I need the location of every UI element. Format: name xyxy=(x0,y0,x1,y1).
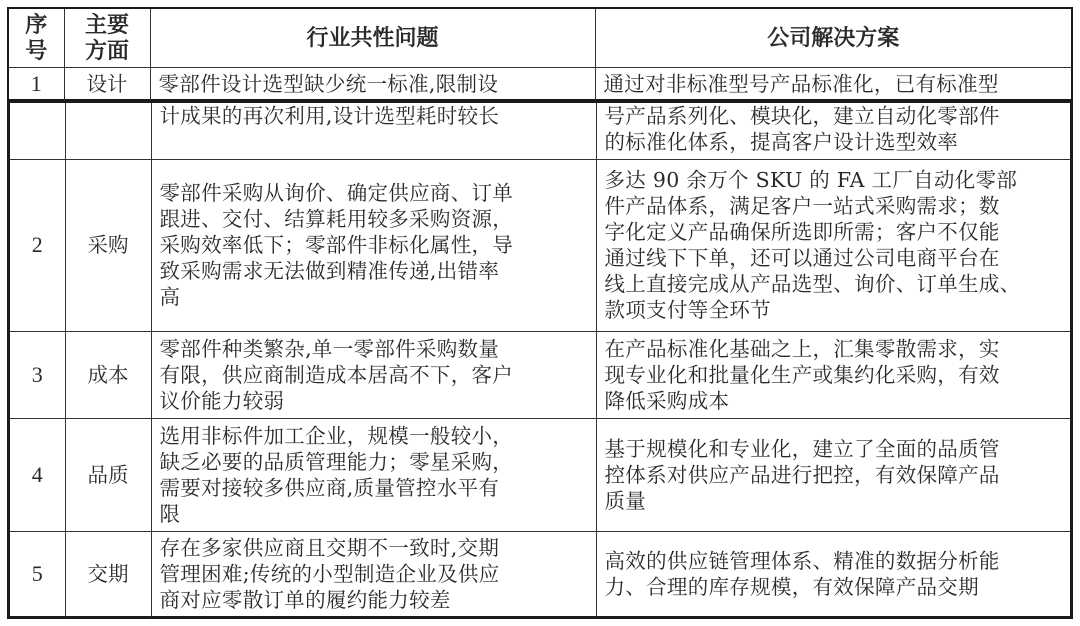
row-problem xyxy=(151,418,596,531)
table-header-block xyxy=(7,7,1073,101)
row-problem xyxy=(151,103,596,159)
solution-line: 在产品标准化基础之上，汇集零散需求，实 xyxy=(604,336,1000,361)
row-problem xyxy=(151,531,596,617)
table-row xyxy=(10,159,1070,331)
solution-line: 号产品系列化、模块化，建立自动化零部件 xyxy=(604,104,1000,128)
solution-line: 款项支付等全环节 xyxy=(604,298,771,322)
row-aspect: 品质 xyxy=(65,418,151,531)
comparison-table-bottom xyxy=(10,103,1070,617)
header-index-line: 序 xyxy=(25,11,48,38)
row-index: 4 xyxy=(10,418,65,531)
comparison-table-top xyxy=(9,9,1071,101)
solution-line: 字化定义产品确保所选即所需；客户不仅能 xyxy=(604,220,1000,244)
problem-line: 计成果的再次利用,设计选型耗时较长 xyxy=(159,104,500,128)
row-index-empty xyxy=(10,103,65,159)
problem-line: 选用非标件加工企业，规模一般较小， xyxy=(159,423,514,448)
header-problem: 行业共性问题 xyxy=(150,9,595,67)
header-index-line: 号 xyxy=(25,37,48,64)
row-problem xyxy=(150,67,595,101)
problem-line: 议价能力较弱 xyxy=(159,388,285,413)
solution-line: 线上直接完成从产品选型、询价、订单生成、 xyxy=(604,272,1021,296)
solution-line: 基于规模化和专业化，建立了全面的品质管 xyxy=(604,436,1000,461)
solution-line: 控体系对供应产品进行把控，有效保障产品 xyxy=(604,462,1000,487)
table-header-row xyxy=(9,9,1071,67)
table-row xyxy=(10,418,1070,531)
row-problem xyxy=(151,331,596,418)
problem-line: 零部件采购从询价、确定供应商、订单 xyxy=(159,181,514,205)
solution-line: 的标准化体系，提高客户设计选型效率 xyxy=(604,130,959,154)
row-solution xyxy=(596,159,1070,331)
solution-line: 件产品体系，满足客户一站式采购需求；数 xyxy=(604,194,1000,218)
header-index xyxy=(9,9,64,67)
row-solution xyxy=(596,418,1070,531)
problem-line: 采购效率低下；零部件非标化属性，导 xyxy=(159,233,514,257)
row-solution xyxy=(596,103,1070,159)
table-body-block xyxy=(7,101,1073,619)
problem-line: 缺乏必要的品质管理能力；零星采购， xyxy=(159,449,514,474)
problem-line: 需要对接较多供应商,质量管控水平有 xyxy=(159,475,500,500)
header-aspect xyxy=(64,9,150,67)
row-solution xyxy=(595,67,1071,101)
row-aspect: 交期 xyxy=(65,531,151,617)
problem-line: 存在多家供应商且交期不一致时,交期 xyxy=(159,536,500,561)
solution-line: 多达 90 余万个 SKU 的 FA 工厂自动化零部 xyxy=(604,168,1018,192)
row-problem xyxy=(151,159,596,331)
solution-line: 现专业化和批量化生产或集约化采购，有效 xyxy=(604,362,1000,387)
row-aspect-empty xyxy=(65,103,151,159)
header-aspect-line: 主要 xyxy=(84,11,129,38)
row-solution xyxy=(596,331,1070,418)
row-aspect: 成本 xyxy=(65,331,151,418)
problem-line: 有限，供应商制造成本居高不下，客户 xyxy=(159,362,514,387)
solution-line: 高效的供应链管理体系、精准的数据分析能 xyxy=(604,549,1000,574)
row-aspect: 采购 xyxy=(65,159,151,331)
problem-line: 零部件种类繁杂,单一零部件采购数量 xyxy=(159,336,500,361)
problem-line: 限 xyxy=(159,501,181,526)
problem-line: 零部件设计选型缺少统一标准,限制设 xyxy=(158,72,499,97)
row-solution xyxy=(596,531,1070,617)
solution-line: 力、合理的库存规模，有效保障产品交期 xyxy=(604,575,979,600)
table-row-continuation xyxy=(10,103,1070,159)
problem-line: 管理困难;传统的小型制造企业及供应 xyxy=(159,562,500,587)
solution-line: 通过对非标准型号产品标准化，已有标准型 xyxy=(603,72,999,97)
problem-line: 高 xyxy=(159,285,181,309)
table-row xyxy=(10,531,1070,617)
problem-line: 商对应零散订单的履约能力较差 xyxy=(159,588,451,613)
row-aspect: 设计 xyxy=(64,67,150,101)
header-solution: 公司解决方案 xyxy=(595,9,1071,67)
table-row xyxy=(10,331,1070,418)
header-aspect-line: 方面 xyxy=(84,37,129,64)
problem-line: 致采购需求无法做到精准传递,出错率 xyxy=(159,259,500,283)
row-index: 2 xyxy=(10,159,65,331)
solution-line: 降低采购成本 xyxy=(604,388,730,413)
table-row xyxy=(9,67,1071,101)
row-index: 1 xyxy=(9,67,64,101)
solution-line: 质量 xyxy=(604,488,647,513)
row-index: 5 xyxy=(10,531,65,617)
row-index: 3 xyxy=(10,331,65,418)
problem-line: 跟进、交付、结算耗用较多采购资源， xyxy=(159,207,514,231)
solution-line: 通过线下下单，还可以通过公司电商平台在 xyxy=(604,246,1000,270)
